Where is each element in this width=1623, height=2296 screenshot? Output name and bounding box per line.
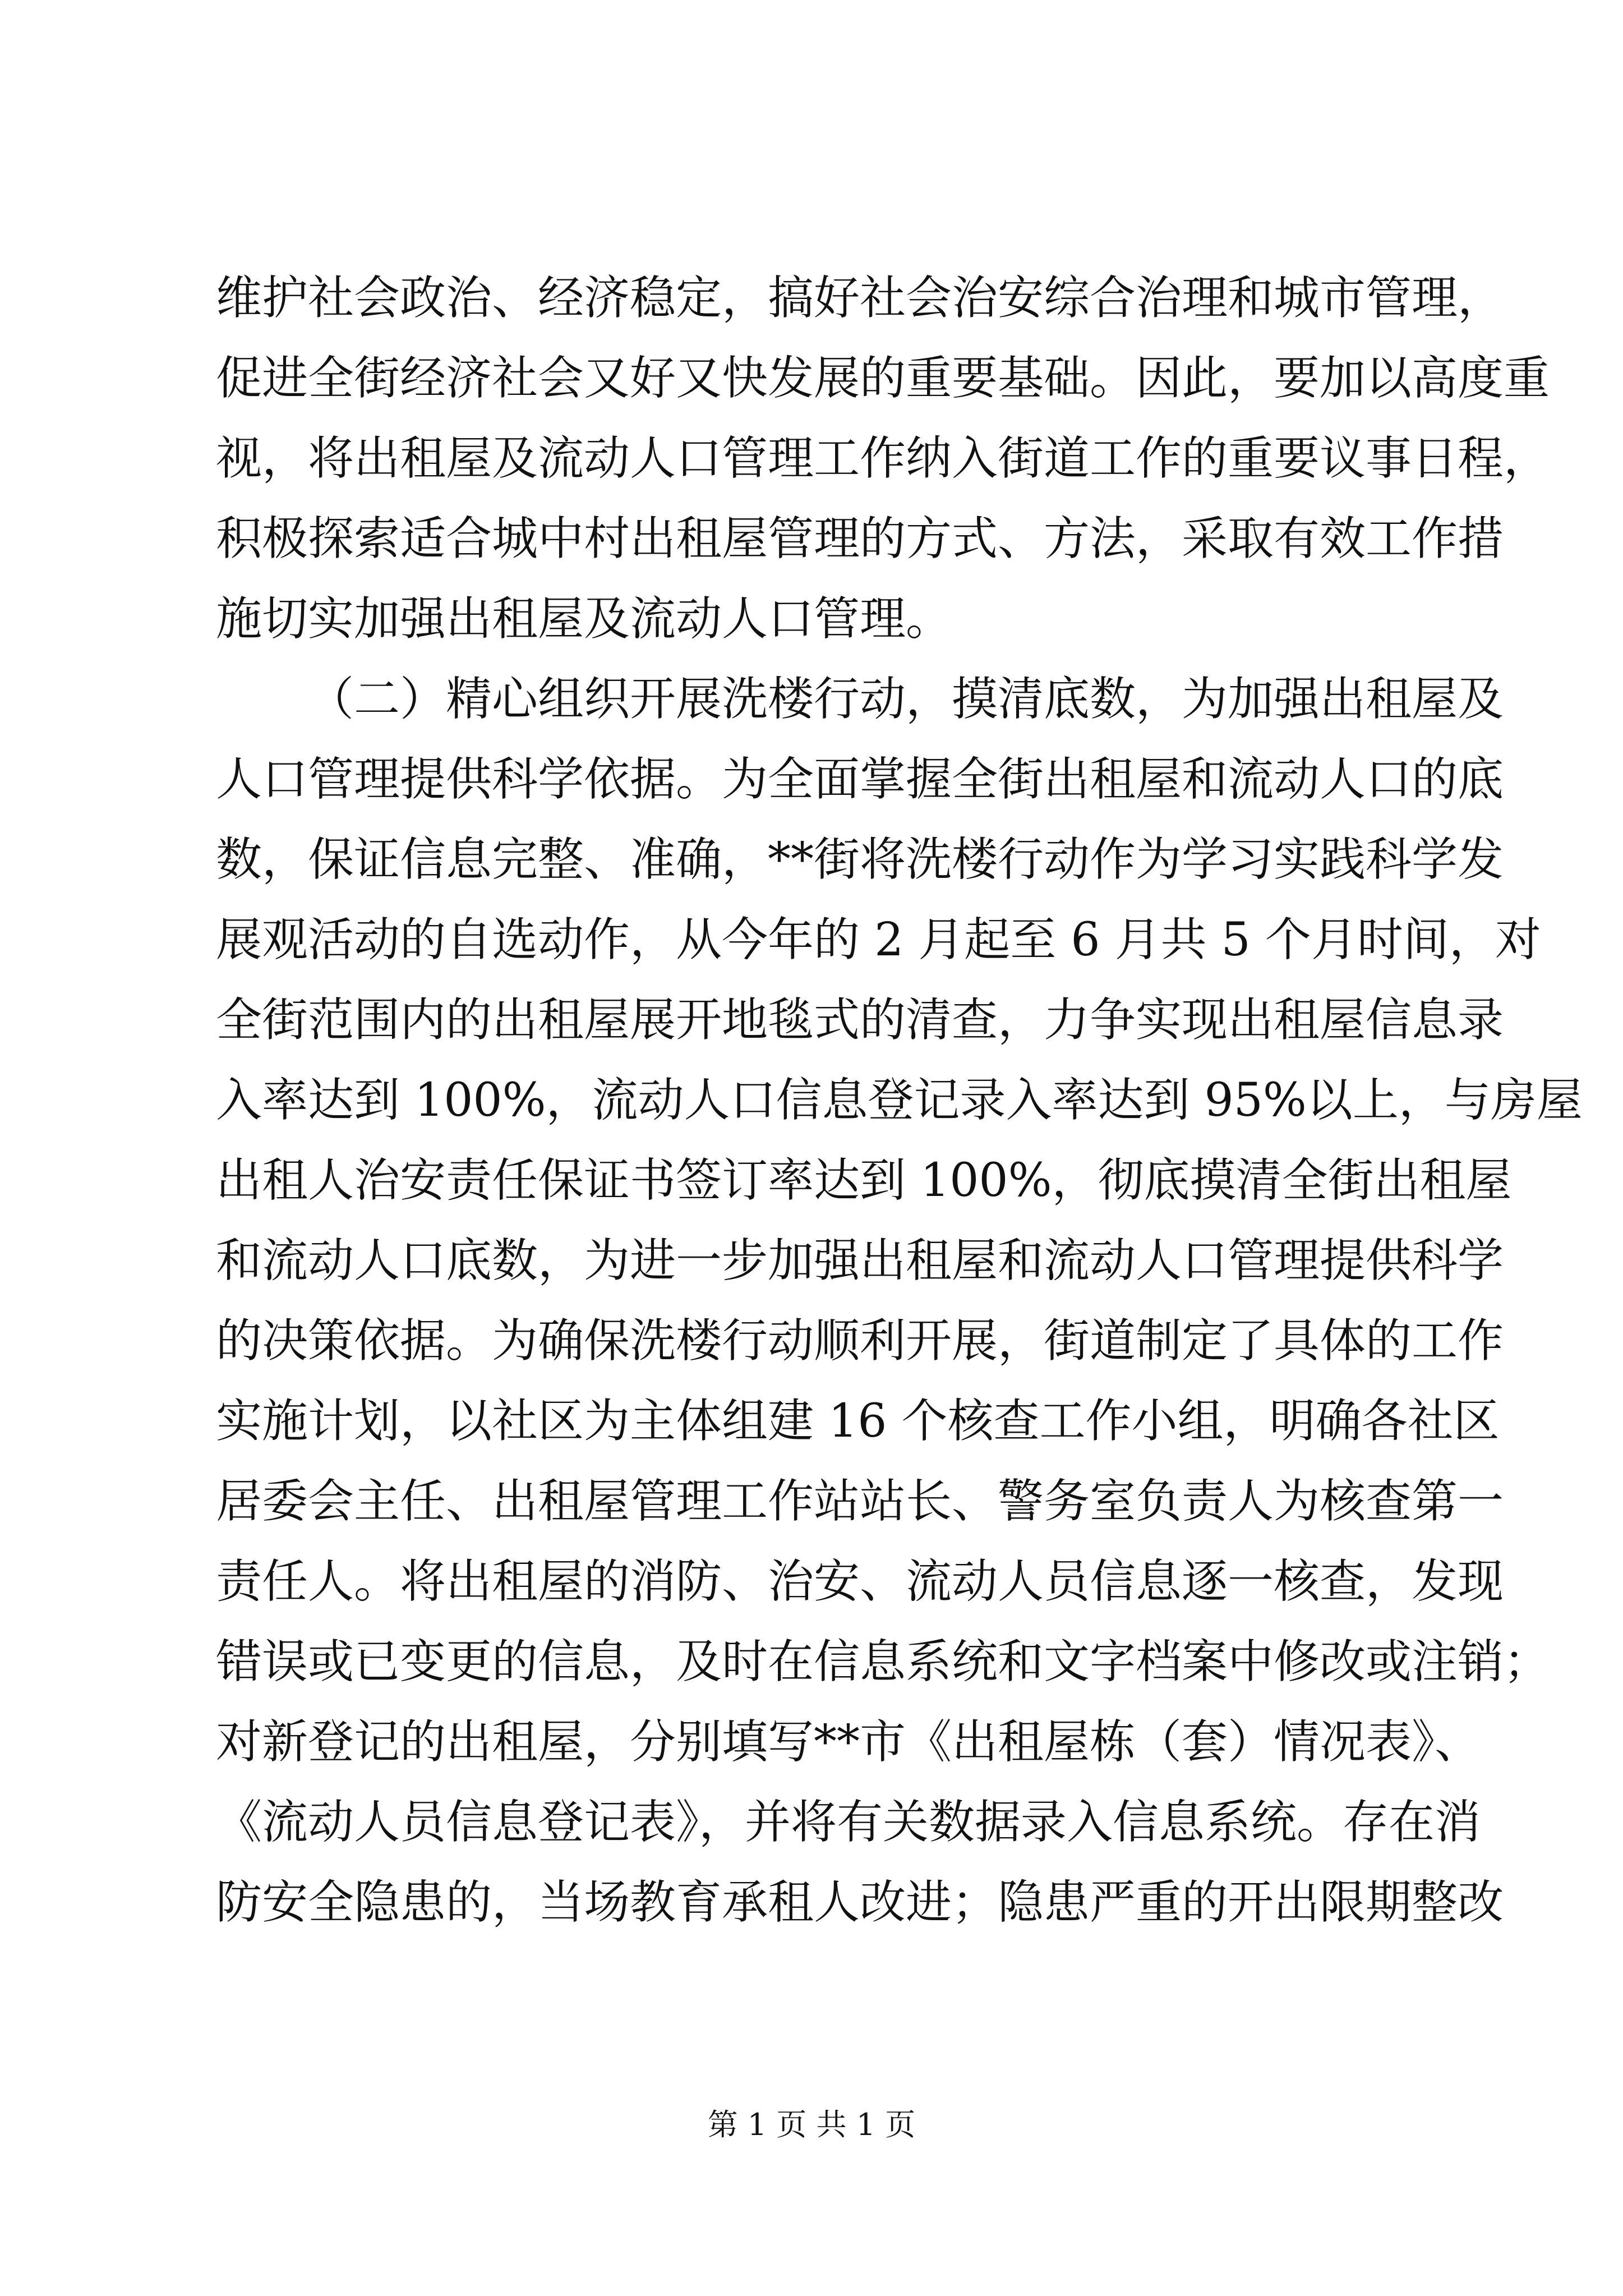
text-line: 对新登记的出租屋，分别填写**市《出租屋栋（套）情况表》、: [216, 1715, 1481, 1769]
text-line: 视，将出租屋及流动人口管理工作纳入街道工作的重要议事日程，: [216, 432, 1550, 485]
body-text: [216, 258, 1583, 1943]
text-line: 全街范围内的出租屋展开地毯式的清查，力争实现出租屋信息录: [216, 993, 1504, 1047]
text-line: 居委会主任、出租屋管理工作站站长、警务室负责人为核查第一: [216, 1475, 1504, 1528]
text-line: 展观活动的自选动作，从今年的 2 月起至 6 月共 5 个月时间，对: [216, 913, 1541, 967]
text-line: 出租人治安责任保证书签订率达到 100%，彻底摸清全街出租屋: [216, 1154, 1512, 1207]
text-line: 错误或已变更的信息，及时在信息系统和文字档案中修改或注销；: [216, 1635, 1550, 1688]
text-line: 《流动人员信息登记表》，并将有关数据录入信息系统。存在消: [216, 1796, 1481, 1849]
text-line: 积极探索适合城中村出租屋管理的方式、方法，采取有效工作措: [216, 512, 1504, 565]
text-line: 入率达到 100%，流动人口信息登记录入率达到 95%以上，与房屋: [216, 1074, 1583, 1127]
text-line: 防安全隐患的，当场教育承租人改进；隐患严重的开出限期整改: [216, 1876, 1504, 1929]
text-line: 数，保证信息完整、准确，**街将洗楼行动作为学习实践科学发: [216, 833, 1504, 886]
paragraph-2: [216, 659, 1583, 1943]
page-footer: [0, 2101, 1623, 2144]
text-line: 施切实加强出租屋及流动人口管理。: [216, 592, 952, 646]
page-number-label: 第 1 页 共 1 页: [707, 2107, 916, 2142]
text-line: 和流动人口底数，为进一步加强出租屋和流动人口管理提供科学: [216, 1234, 1504, 1287]
text-line: 促进全街经济社会又好又快发展的重要基础。因此，要加以高度重: [216, 352, 1550, 405]
text-line: 实施计划，以社区为主体组建 16 个核查工作小组，明确各社区: [216, 1395, 1500, 1448]
text-line: 维护社会政治、经济稳定，搞好社会治安综合治理和城市管理，: [216, 272, 1504, 325]
text-line: 责任人。将出租屋的消防、治安、流动人员信息逐一核查，发现: [216, 1555, 1504, 1608]
text-line: 人口管理提供科学依据。为全面掌握全街出租屋和流动人口的底: [216, 753, 1504, 806]
text-line: （二）精心组织开展洗楼行动，摸清底数，为加强出租屋及: [308, 673, 1504, 726]
paragraph-1: [216, 258, 1550, 659]
text-line: 的决策依据。为确保洗楼行动顺利开展，街道制定了具体的工作: [216, 1314, 1504, 1368]
